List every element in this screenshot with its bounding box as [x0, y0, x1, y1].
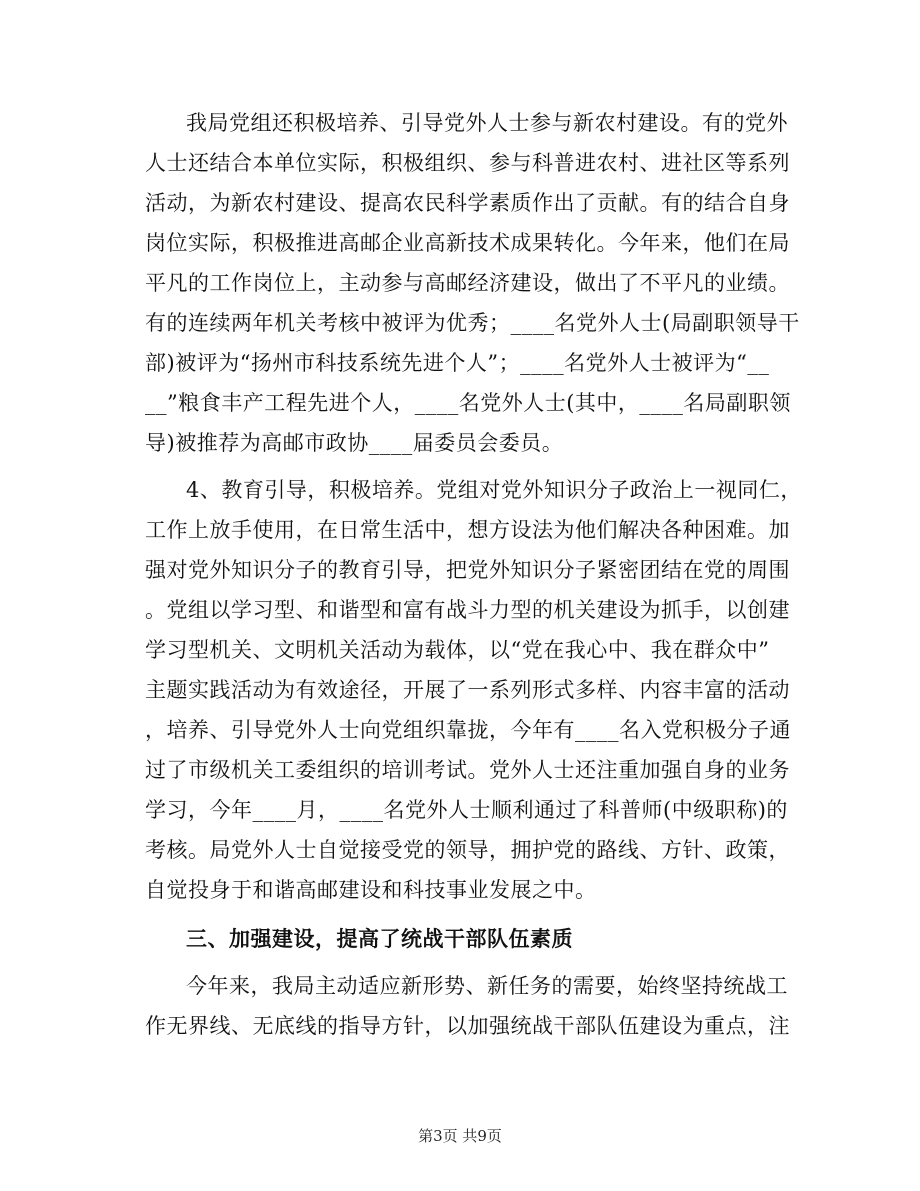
paragraph-2-line-10: 考核。局党外人士自觉接受党的领导，拥护党的路线、方针、政策， [145, 838, 790, 862]
paragraph-2-line-6: 主题实践活动为有效途径，开展了一系列形式多样、内容丰富的活动 [145, 678, 790, 702]
paragraph-1-line-5: 平凡的工作岗位上，主动参与高邮经济建设，做出了不平凡的业绩。 [145, 271, 790, 295]
paragraph-2-line-8: 过了市级机关工委组织的培训考试。党外人士还注重加强自身的业务 [145, 758, 790, 782]
paragraph-1-line-7: 部)被评为“扬州市科技系统先进个人”；____名党外人士被评为“__ [145, 351, 770, 375]
paragraph-1-line-3: 活动，为新农村建设、提高农民科学素质作出了贡献。有的结合自身 [145, 191, 790, 215]
paragraph-2-line-7: ，培养、引导党外人士向党组织靠拢，今年有____名入党积极分子通 [145, 718, 791, 742]
paragraph-3-line-1: 今年来，我局主动适应新形势、新任务的需要，始终坚持统战工 [186, 974, 788, 998]
paragraph-1-line-8: __”粮食丰产工程先进个人，____名党外人士(其中，____名局副职领 [145, 391, 791, 415]
page-number-footer: 第3页 共9页 [418, 1127, 502, 1145]
paragraph-2-line-4: 。党组以学习型、和谐型和富有战斗力型的机关建设为抓手，以创建 [145, 598, 790, 622]
paragraph-3-line-2: 作无界线、无底线的指导方针，以加强统战干部队伍建设为重点，注 [145, 1014, 790, 1038]
paragraph-2-line-1: 4、教育引导，积极培养。党组对党外知识分子政治上一视同仁， [186, 478, 802, 502]
paragraph-2-line-5: 学习型机关、文明机关活动为载体，以“党在我心中、我在群众中” [145, 638, 770, 662]
paragraph-1-line-2: 人士还结合本单位实际，积极组织、参与科普进农村、进社区等系列 [145, 151, 790, 175]
paragraph-2-line-9: 学习，今年____月，____名党外人士顺利通过了科普师(中级职称)的 [145, 798, 788, 822]
paragraph-1-line-9: 导)被推荐为高邮市政协____届委员会委员。 [145, 431, 564, 455]
paragraph-1-line-1: 我局党组还积极培养、引导党外人士参与新农村建设。有的党外 [186, 111, 788, 135]
paragraph-2-line-3: 强对党外知识分子的教育引导，把党外知识分子紧密团结在党的周围 [145, 558, 790, 582]
paragraph-1-line-6: 有的连续两年机关考核中被评为优秀；____名党外人士(局副职领导干 [145, 311, 800, 335]
paragraph-2-line-2: 工作上放手使用，在日常生活中，想方设法为他们解决各种困难。加 [145, 518, 790, 542]
paragraph-1-line-4: 岗位实际，积极推进高邮企业高新技术成果转化。今年来，他们在局 [145, 231, 790, 255]
section-heading: 三、加强建设，提高了统战干部队伍素质 [186, 926, 573, 951]
paragraph-2-line-11: 自觉投身于和谐高邮建设和科技事业发展之中。 [145, 878, 597, 902]
